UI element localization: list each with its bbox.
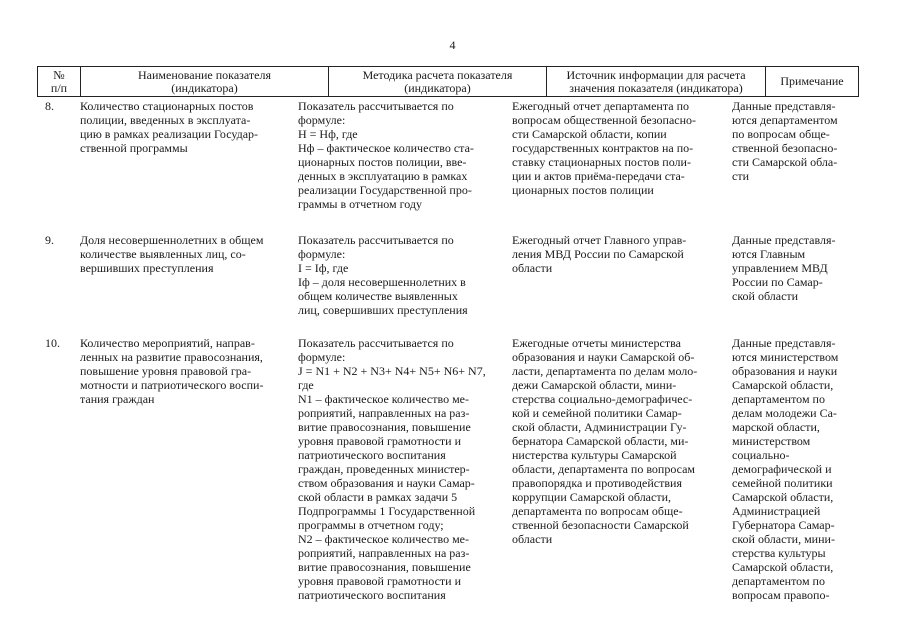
row-8-name: Количество стационарных постов полиции, введенных в эксплуата- цию в рамках реализации Государ- ственной программы [80,99,259,155]
header-col-source: Источник информации для расчета значения показателя (индикатора) [546,67,765,96]
row-10-number: 10. [45,336,60,350]
row-8-number: 8. [45,99,54,113]
row-10-note: Данные представля- ются министерством образования и науки Самарской области, департаментом по делам молодежи Са- марской области, министерством социально- демографической и семейной политики Самарской области, Администрацией Губернатора Самар- ской области, мини- стерства культуры Самарской области, департаментом по вопросам правопо- [732,336,839,602]
header-col-number: № п/п [37,67,80,96]
row-10-source: Ежегодные отчеты министерства образования и науки Самарской об- ласти, департамента по делам моло- дежи Самарской области, мини- стерства социально-демографичес- кой и семейной политики Самар- ской области, Администрации Гу- бернатора Самарской области, ми- нистерства культуры Самарской области, департамента по вопросам правопорядка и противодействия коррупции Самарской области, департамента по вопросам обще- ственной безопасности Самарской области [512,336,698,546]
page-number: 4 [449,38,456,52]
header-col-name: Наименование показателя (индикатора) [80,67,328,96]
row-9-method: Показатель рассчитывается по формуле: I = Iф, где Iф – доля несовершеннолетних в общем количестве выявленных лиц, совершивших преступления [298,233,468,317]
row-10-name: Количество мероприятий, направ- ленных на развитие правосознания, повышение уровня правовой гра- мотности и патриотического воспи- тания граждан [80,336,264,406]
table-header [37,66,859,97]
header-col-method: Методика расчета показателя (индикатора) [328,67,546,96]
row-9-source: Ежегодный отчет Главного управ- ления МВД России по Самарской области [512,233,687,275]
row-8-method: Показатель рассчитывается по формуле: Н = Нф, где Нф – фактическое количество ста- ционарных постов полиции, вве- денных в эксплуатацию в рамках реализации Государственной про- граммы в отчетном году [298,99,474,211]
header-col-note: Примечание [765,67,859,96]
row-8-note: Данные представля- ются департаментом по вопросам обще- ственной безопасно- сти Самарской обла- сти [732,99,838,183]
row-10-method: Показатель рассчитывается по формуле: J = N1 + N2 + N3+ N4+ N5+ N6+ N7, где N1 – фактическое количество ме- роприятий, направленных на раз- витие правосознания, повышение уровня правовой грамотности и патриотического воспитания граждан, проведенных министер- ством образования и науки Самар- ской области в рамках задачи 5 Подпрограммы 1 Государственной программы в отчетном году; N2 – фактическое количество ме- роприятий, направленных на раз- витие правосознания, повышение уровня правовой грамотности и патриотического воспитания [298,336,486,602]
row-8-source: Ежегодный отчет департамента по вопросам общественной безопасно- сти Самарской области, копии государственных контрактов на по- ставку стационарных постов поли- ции и актов приёма-передачи ста- ционарных постов полиции [512,99,697,197]
row-9-name: Доля несовершеннолетних в общем количестве выявленных лиц, со- вершивших преступления [80,233,264,275]
row-9-number: 9. [45,233,54,247]
row-9-note: Данные представля- ются Главным управлением МВД России по Самар- ской области [732,233,836,303]
